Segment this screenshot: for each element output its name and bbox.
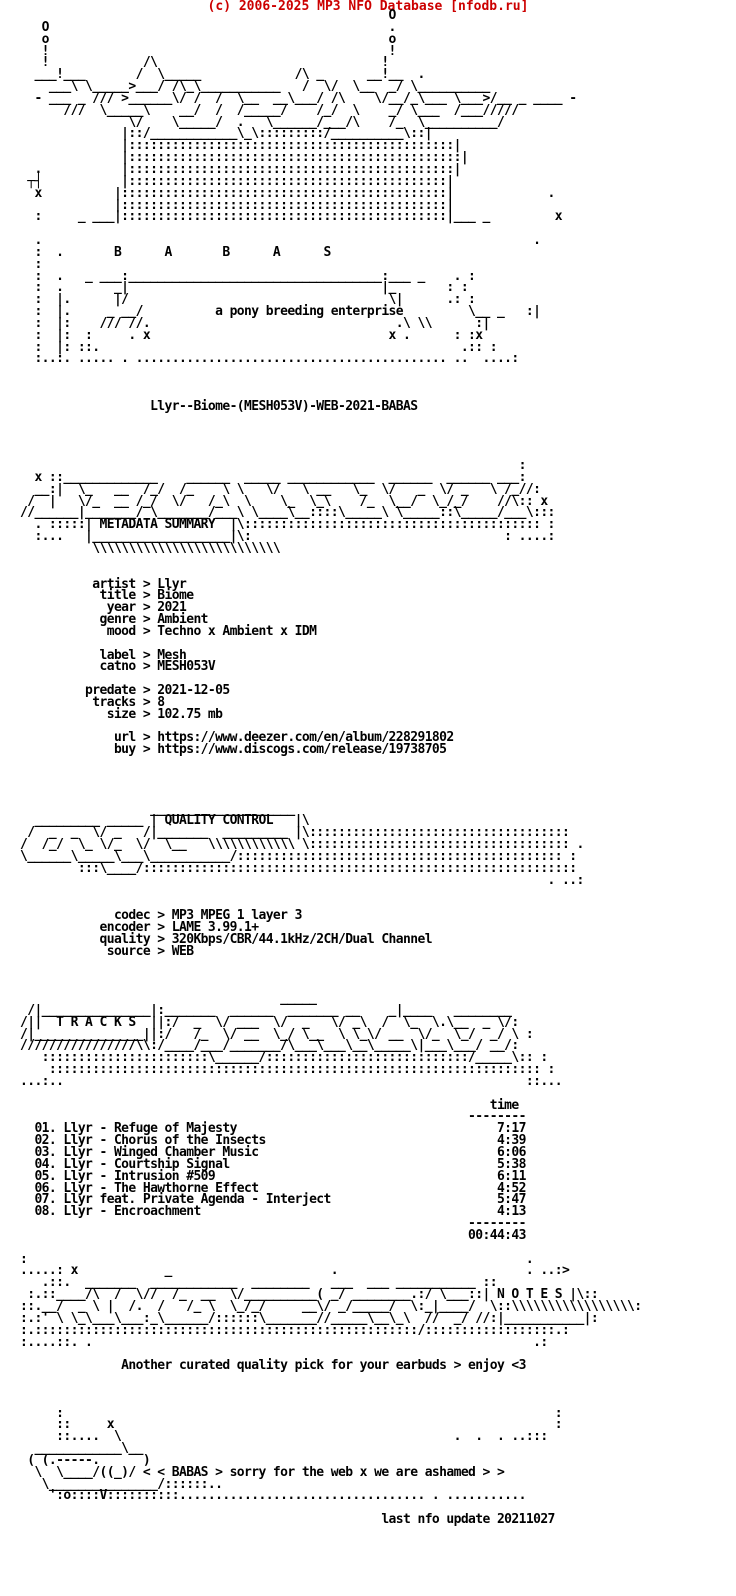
site-credit: (c) 2006-2025 MP3 NFO Database [nfodb.ru] — [207, 0, 529, 14]
nfo-ascii-document: O O . o o ! ! ! /\ ! ___!___ / \_____ /\ _ __!__ . ___\ \_____>___/ /\_\___________ / \/ \__ _/ \__________ - ___ _ /// >______\/ / / \__ __\___/ /\ \/__/_\___ \___>/__ _ ____ - /// \_____\ __/ / /_____/ /_/ \ _/ \___ /___///// \/ \_____/ . \______/___/\ /_ \__________/ |::/____________\_\:::::::::/__________\::| |:::::::::::::::::::::::::::::::::::::::::::::| |::::::::::::::::::::::::::::::::::::::::::::::| . |:::::::::::::::::::::::::::::::::::::::::::::| ┬┤ |::::::::::::::::::::::::::::::::::::::::::::| x |:::::::::::::::::::::::::::::::::::::::::::::| . |:::::::::::::::::::::::::::::::::::::::::::::| : _ ___|:::::::::::::::::::::::::::::::::::::::::::::|___ _ x . . : . B A B A S : : . _ ___:___________________________________:___ _ . : : . _| |_ : : : |. |/ \| .: : : |. _ __/ a pony breeding enterprise \__ _ :| : |: /// //. .\ \\ :| : |: : . x x . : :x : |: ::. .:: : :..:. ..... . ........................................... .. ....: Llyr--Biome-(MESH053V)-WEB-2021-BABAS : x ::_____________ ______ _____ ____________ ______ ______ ___: __:| \_ __ /_/ /_ \ \ \/ \ __ \_ \/ _ \/ _ \ /_//: / | \/_ __ /_/ \/ /_\ \ \_ \_\ /_ \__/ \_/_/ //\:: x //______|_______/ \_______/___\ \____\__::::\_____\ \_____::\_____/___\::: . :::::| METADATA SUMMARY |\::::::::::::::::::::::::::::::::::::::::: : :... |___________________|\: : ....: \\\\\\\\\\\\\\\\\\\\\\\\\\ artist > Llyr title > Biome year > 2021 genre > Ambient mood > Techno x Ambient x IDM label > Mesh catno > MESH053V predate > 2021-12-05 tracks > 8 size > 102.75 mb url > https://www.deezer.com/en/album/228291802 buy > https://www.discogs.com/release/19738705 ____________________ _________ _____ | QUALITY CONTROL |\ / _ _ \/ _ /|_______ _________ |\:::::::::::::::::::::::::::::::::::: / /_/ \_ \/_ \/ \__ \\\\\\\\\\\\ \:::::::::::::::::::::::::::::::::::: . \______\_____\___\___________/::::::::::::::::::::::::::::::::::::::::::::: : :::\____/:::::::::::::::::::::::::::::::::::::::::::::::::::::::::::: . ..: codec > MP3 MPEG 1 layer 3 encoder > LAME 3.99.1+ quality > 320Kbps/CBR/44.1kHz/2CH/Dual Channel source > WEB _____ /|_______________|:_______ ______ _______ __ _|____ ________ /|| T R A C K S ||:/ _ \/ ___ \/ _ \/ _\ / \_ \.\__ _ \/: /|_______________||:/ /_ \/ __ \_/ \__ \ \_\/ __ \/_ \_/ _/ \ : ////////////////\\:/____/___/_______/\___\___\__\_____\|___\___/ __/: :::::::::::::::::::::::\______/::::::::::::::::::::::::::::/_____\:: : :::::::::::::::::::::::::::::::::::::::::::::::::::::::::::::::::::: : ...:.. ::... time -------- 01. Llyr - Refuge of Majesty 7:17 02. Llyr - Chorus of the Insects 4:39 03. Llyr - Winged Chamber Music 6:06 04. Llyr - Courtship Signal 5:38 05. Llyr - Intrusion #509 6:11 06. Llyr - The Hawthorne Effect 4:52 07. Llyr feat. Private Agenda - Interject 5:47 08. Llyr - Encroachment 4:13 -------- 00:44:43 : . .....: x _ . . ..:> .::. _______ ____________ ________ ___ ___ ___________ :: :.::____/\ / \// /_ __ \/__________( _/ ________.:/ \___::| N O T E S |\:: ::.__/ _ \ | /. / /_ \ \_/_/ __\/ _/_____/ \:_|____/ \::\\\\\\\\\\\\\\\\\: :.:' \ \_\___\___:_\______/::::::\_______//_____\__\_\ // _/ //:|___________|: :.:::::::::::::::::::::::::::::::::::::::::::::::::::::/::::::::::::::::::.: :....::. . .: Another curated quality pick for your earbuds > enjoy <3 : : :: x : ::.... \ . . . ..::: ____________\__ ( (.-----. ) \ \____/((_)/ < < BABAS > sorry for the web x we are ashamed > > \_______________/::::::.. ':o::::V::::::::::.................................. . ........... last nfo update 20211027 — [20, 8, 642, 1528]
